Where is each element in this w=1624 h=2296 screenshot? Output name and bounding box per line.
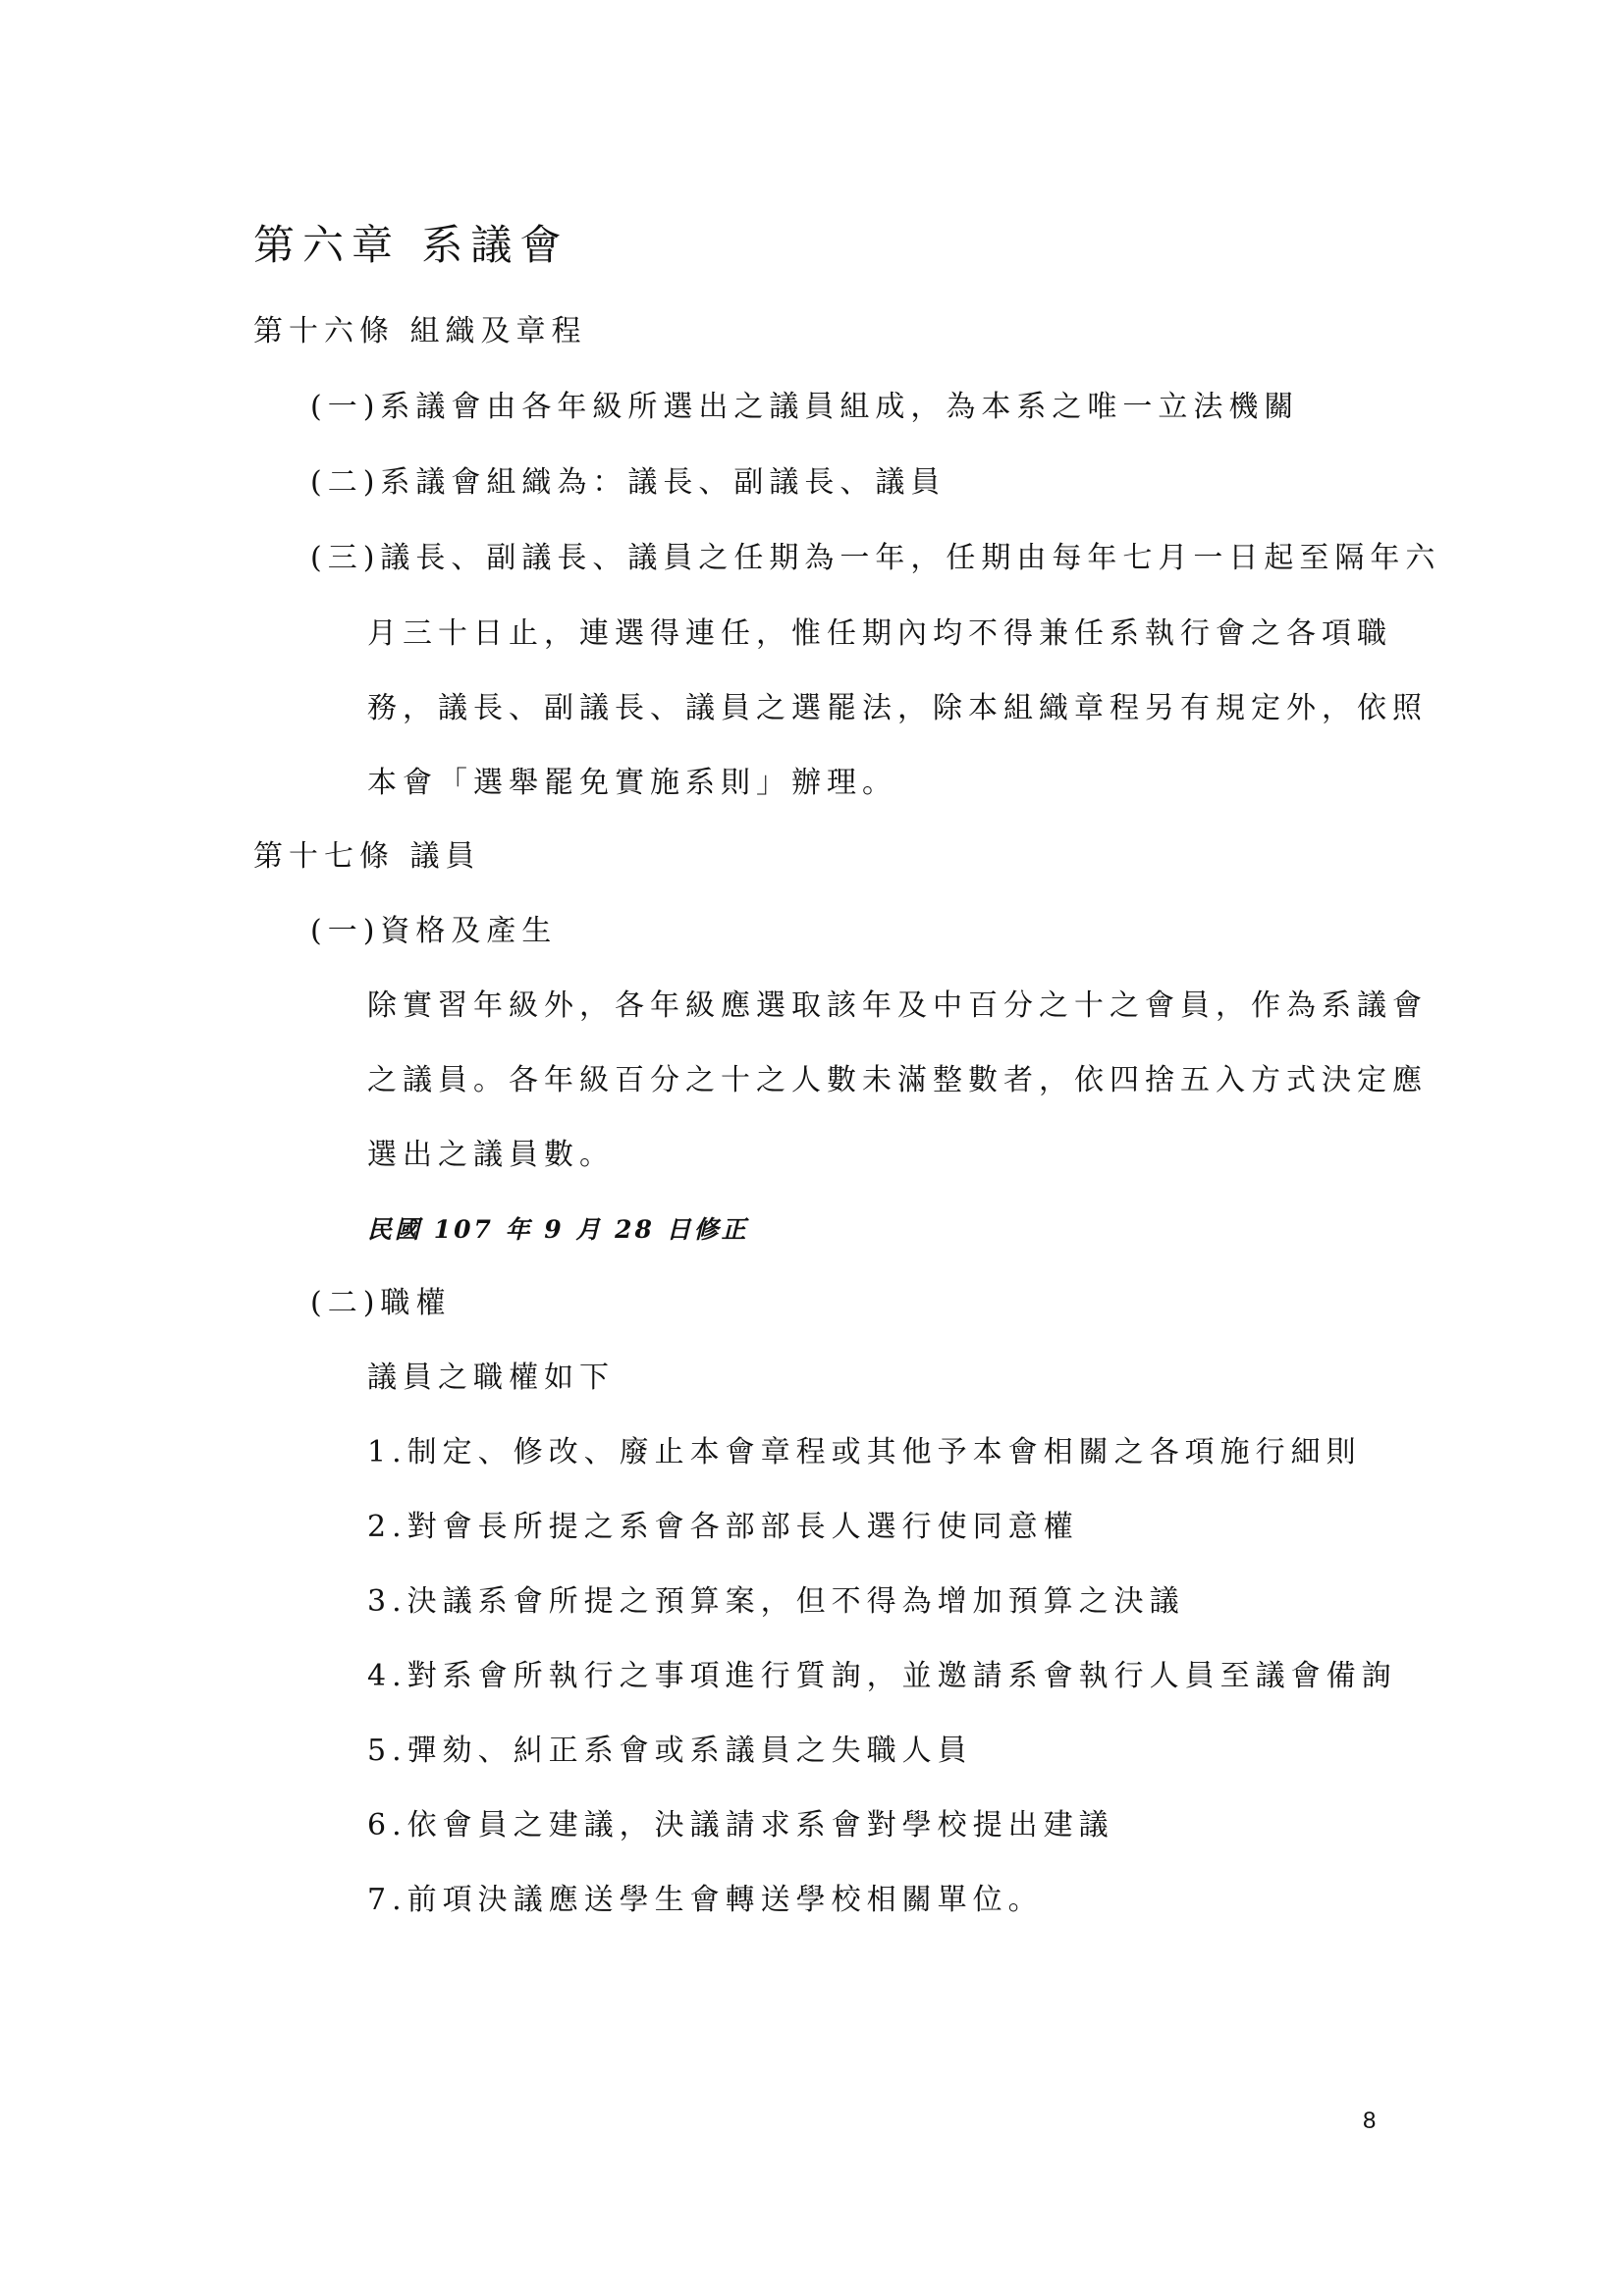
qualification-line: 除實習年級外，各年級應選取該年及中百分之十之會員，作為系議會 (367, 988, 1428, 1023)
duties-intro: 議員之職權如下 (367, 1361, 615, 1395)
duty-item: 6.依會員之建議，決議請求系會對學校提出建議 (367, 1808, 1114, 1842)
duty-item: 4.對系會所執行之事項進行質詢，並邀請系會執行人員至議會備詢 (367, 1659, 1397, 1693)
article-17-heading: 第十七條 議員 (253, 839, 481, 874)
article-16-heading: 第十六條 組織及章程 (253, 314, 587, 348)
page-number: 8 (1363, 2108, 1377, 2134)
duty-item: 3.決議系會所提之預算案，但不得為增加預算之決議 (367, 1584, 1185, 1619)
article-16-item-3: (三)議長、副議長、議員之任期為一年，任期由每年七月一日起至隔年六 (310, 541, 1441, 575)
article-16-item-1: (一)系議會由各年級所選出之議員組成，為本系之唯一立法機關 (310, 390, 1300, 424)
amendment-note: 民國 107 年 9 月 28 日修正 (367, 1215, 749, 1244)
duty-item: 5.彈劾、糾正系會或系議員之失職人員 (367, 1734, 973, 1768)
article-16-continuation-line: 月三十日止，連選得連任，惟任期內均不得兼任系執行會之各項職 (367, 616, 1392, 651)
article-16-continuation-line: 本會「選舉罷免實施系則」辦理。 (367, 766, 897, 800)
article-16-continuation-line: 務，議長、副議長、議員之選罷法，除本組織章程另有規定外，依照 (367, 691, 1428, 725)
qualification-line: 之議員。各年級百分之十之人數未滿整數者，依四捨五入方式決定應 (367, 1063, 1428, 1097)
article-17-section-1-title: (一)資格及產生 (310, 914, 558, 948)
duty-item: 7.前項決議應送學生會轉送學校相關單位。 (367, 1883, 1044, 1917)
article-16-item-2: (二)系議會組織為：議長、副議長、議員 (310, 465, 947, 500)
duty-item: 2.對會長所提之系會各部部長人選行使同意權 (367, 1510, 1079, 1544)
duty-item: 1.制定、修改、廢止本會章程或其他予本會相關之各項施行細則 (367, 1435, 1362, 1469)
chapter-title: 第六章 系議會 (253, 221, 569, 269)
qualification-line: 選出之議員數。 (367, 1138, 615, 1172)
article-17-section-2-title: (二)職權 (310, 1286, 452, 1320)
